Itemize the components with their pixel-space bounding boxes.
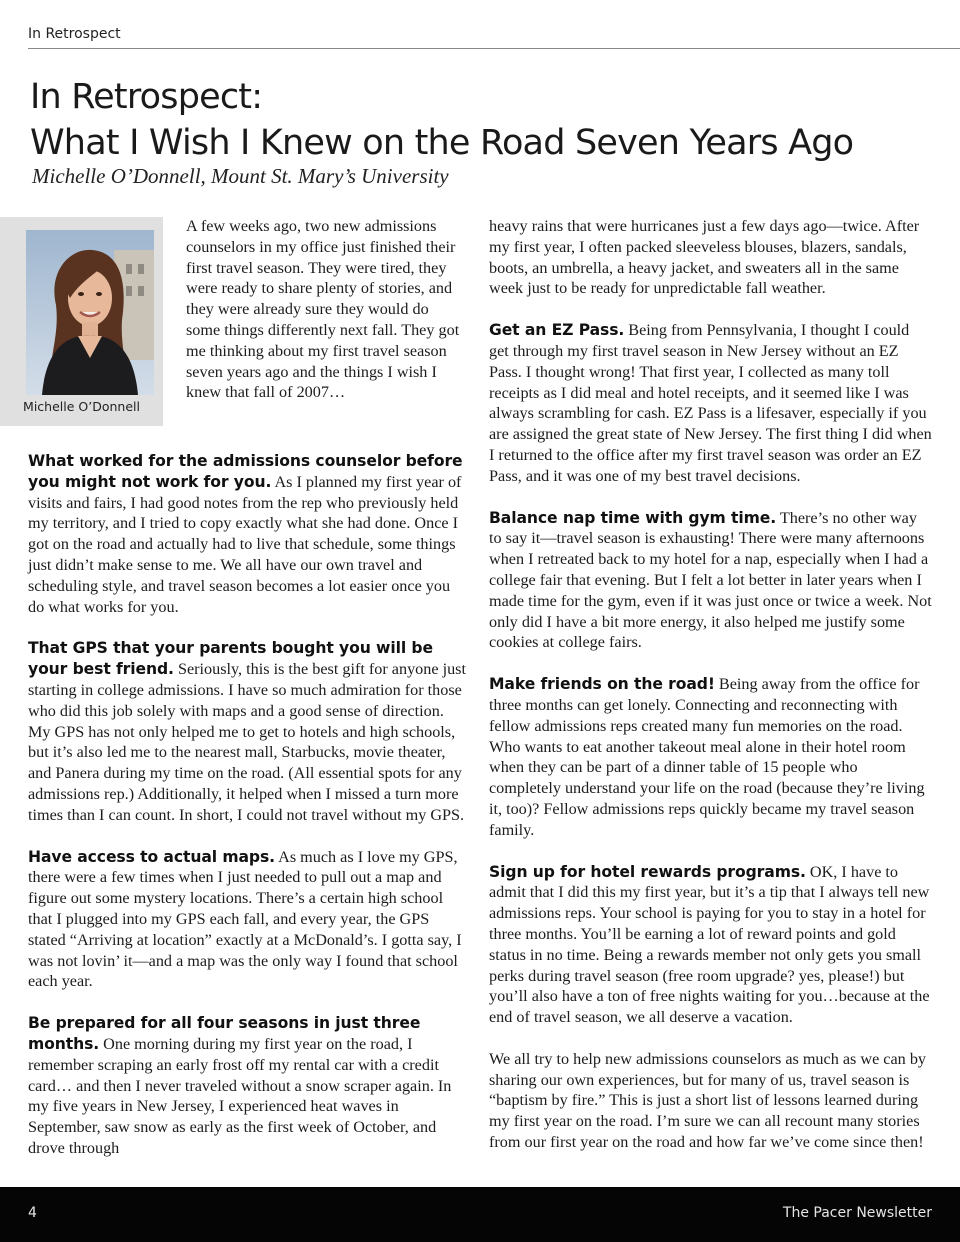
running-header: In Retrospect [28,26,121,42]
section-paragraph [28,638,468,825]
byline: Michelle O’Donnell, Mount St. Mary’s University [32,164,449,188]
page-number: 4 [28,1205,37,1221]
section-heading: Balance nap time with gym time. [489,508,777,527]
section-body: OK, I have to admit that I did this my first year, but it’s a tip that I always tell new admissions reps. Your school is paying for you to stay in a hotel for three months. You’ll be earning a lot of reward points and gold status in no time. Being a rewards member not only gets you small perks during travel season (free room upgrade? yes, please!) but you’ll also have a ton of free nights waiting for you…because at the end of travel season, we all deserve a vacation. [489,862,930,1027]
page-footer [0,1187,960,1242]
closing-paragraph [489,1049,933,1153]
section-paragraph [489,320,933,486]
intro-paragraph: A few weeks ago, two new admissions counselors in my office just finished their first travel season. They were tired, they were ready to share plenty of stories, and they were already sure they would do some things differently next fall. They got me thinking about my first travel season seven years ago and the things I wish I knew that fall of 2007… [186,217,460,402]
section-heading: Be prepared for all four seasons in just three months. [28,1014,421,1053]
section-body: Seriously, this is the best gift for anyone just starting in college admissions. I have so much admiration for those who did this job solely with maps and a good sense of direction. My GPS has not only helped me to get to hotels and high schools, but it’s also led me to the nearest mall, Starbucks, movie theater, and Panera during my time on the road. (All essential spots for any admissions rep.) Additionally, it helped when I missed a turn more times than I can count. In short, I could not travel without my GPS. [28,660,466,824]
continued-paragraph [489,216,933,299]
left-column [28,451,468,1180]
section-paragraph [28,847,468,993]
section-heading: Have access to actual maps. [28,847,275,866]
section-body: Being away from the office for three months can get lonely. Connecting and reconnecting with fellow admissions reps created many fun memories on the road. Who wants to eat another takeout meal alone in their hotel room when they can be part of a dinner table of 15 people who completely understand your life on the road (because they’re living it, too)? Fellow admissions reps quickly became my travel season family. [489,675,925,839]
section-body: We all try to help new admissions counselors as much as we can by sharing our own experiences, but for many of us, travel season is “baptism by fire.” This is just a short list of lessons learned during my first year on the road. I’m sure we can all recount many stories from our first year on the road and how far we’ve come since then! [489,1049,927,1152]
title-line-1: In Retrospect: [30,77,263,117]
title-line-2: What I Wish I Knew on the Road Seven Years Ago [30,123,854,163]
section-paragraph [489,862,933,1028]
section-heading: That GPS that your parents bought you will be your best friend. [28,639,433,679]
section-body: heavy rains that were hurricanes just a few days ago—twice. After my first year, I often packed sleeveless blouses, blazers, sandals, boots, an umbrella, a heavy jacket, and sweaters all in the same week just to be ready for unpredictable fall weather. [489,217,920,298]
section-body: There’s no other way to say it—travel season is exhausting! There were many afternoons when I retreated back to my hotel for a nap, especially when I had a college fair that evening. But I felt a lot better in later years when I made time for the gym, even if it was just once or twice a week. Not only did I have a bit more energy, it also helped me justify some cookies at college fairs. [489,508,932,652]
right-column [489,216,933,1174]
section-paragraph [489,508,933,654]
section-body: As much as I love my GPS, there were a few times when I just needed to pull out a map and figure out some mystery locations. There’s a certain high school that I plugged into my GPS each fall, and every year, the GPS stated “Arriving at location” exactly at a McDonald’s. I gotta say, I was not lovin’ it—and a map was the only way I found that school each year. [28,847,462,991]
section-body: Being from Pennsylvania, I thought I could get through my first travel season in New Jersey without an EZ Pass. I thought wrong! That first year, I collected as many toll receipts as I did meal and hotel receipts, and it seemed like I was always scrambling for cash. EZ Pass is a lifesaver, especially if you are assigned the great state of New Jersey. The first thing I did when I returned to the office after my first travel season was order an EZ Pass, and it was one of my best travel decisions. [489,321,932,485]
header-rule [28,48,960,49]
author-portrait-image [26,230,154,395]
section-body: As I planned my first year of visits and fairs, I had good notes from the rep who previously held my territory, and I tried to copy exactly what she had done. Once I got on the road and actually had to live that schedule, some things just didn’t make sense to me. We all have our own travel and scheduling style, and travel season becomes a lot easier once you do what works for you. [28,472,462,616]
section-body: One morning during my first year on the road, I remember scraping an early frost off my rental car with a credit card… and then I never traveled without a snow scraper again. In my five years in New Jersey, I experienced heat waves in September, saw snow as early as the first week of October, and drove through [28,1034,452,1157]
article-title [30,74,853,166]
photo-caption: Michelle O’Donnell [23,399,140,414]
section-paragraph [28,451,468,617]
section-heading: What worked for the admissions counselor before you might not work for you. [28,452,463,491]
author-photo [26,230,154,395]
section-heading: Sign up for hotel rewards programs. [489,862,806,881]
section-paragraph [489,674,933,840]
newsletter-name: The Pacer Newsletter [782,1205,932,1221]
section-heading: Make friends on the road! [489,675,715,694]
section-heading: Get an EZ Pass. [489,321,625,340]
section-paragraph [28,1013,468,1159]
author-photo-box [0,217,163,426]
